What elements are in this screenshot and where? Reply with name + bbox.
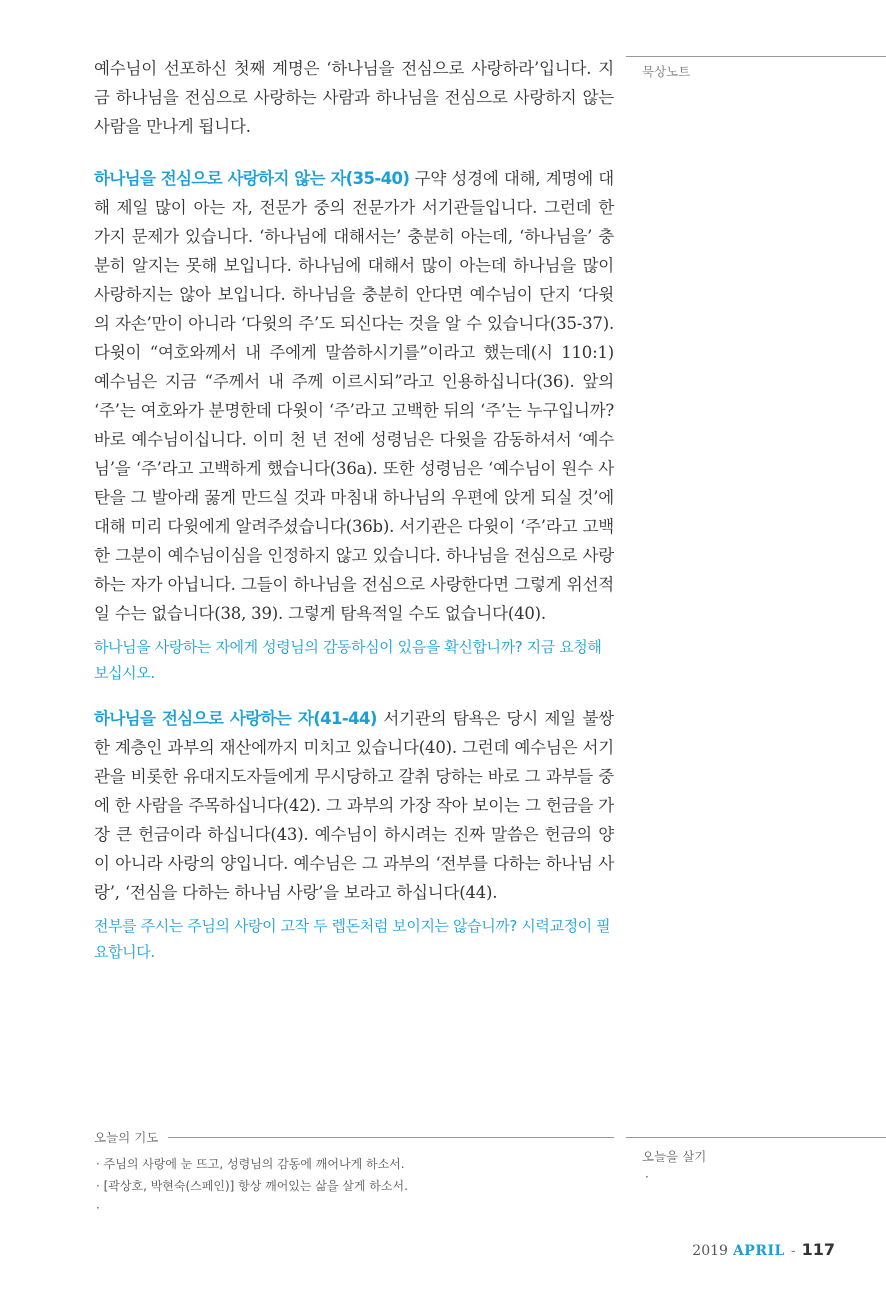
note-label: 묵상노트 (642, 64, 691, 79)
section2-body: 서기관의 탐욕은 당시 제일 불쌍한 계층인 과부의 재산에까지 미치고 있습니다(40). 그런데 예수님은 서기관을 비롯한 유대지도자들에게 무시당하고 갈취 당하는 바로 그 과부들 중에 한 사람을 주목하십니다(42). 그 과부의 가장 작아 보이는 그 헌금을 가장 큰 헌금이라 하십니다(43). 예수님이 하시려는 진짜 말씀은 헌금의 양이 아니라 사랑의 양입니다. 예수님은 그 과부의 ‘전부를 다하는 하나님 사랑’, ‘전심을 다하는 하나님 사랑’을 보라고 하십니다(44). (94, 709, 614, 902)
intro-paragraph: 예수님이 선포하신 첫째 계명은 ‘하나님을 전심으로 사랑하라’입니다. 지금 하나님을 전심으로 사랑하는 사람과 하나님을 전심으로 사랑하지 않는 사람을 만나게 됩니다. (94, 59, 614, 136)
note-divider (626, 56, 886, 57)
prayer-item: · 주님의 사랑에 눈 뜨고, 성령님의 감동에 깨어나게 하소서. (96, 1157, 405, 1171)
footer-month: APRIL (732, 1243, 785, 1259)
footer-separator: - (790, 1243, 796, 1259)
section1-paragraph (94, 164, 614, 628)
page-footer (692, 1240, 835, 1259)
living-divider (626, 1137, 886, 1138)
living-bullet: · (645, 1170, 649, 1184)
main-content (94, 54, 614, 983)
section2-heading: 하나님을 전심으로 사랑하는 자(41-44) (94, 709, 377, 728)
prayer-item: · [곽상호, 박현숙(스페인)] 항상 깨어있는 삶을 살게 하소서. (96, 1179, 408, 1193)
footer-year: 2019 (692, 1243, 728, 1259)
page-number: 117 (801, 1240, 835, 1259)
prayer-divider (168, 1137, 614, 1138)
section1-application: 하나님을 사랑하는 자에게 성령님의 감동하심이 있음을 확신합니까? 지금 요청해 보십시오. (94, 638, 602, 682)
section1-heading: 하나님을 전심으로 사랑하지 않는 자(35-40) (94, 169, 410, 188)
prayer-section (94, 1128, 614, 1219)
section1-body: 구약 성경에 대해, 계명에 대해 제일 많이 아는 자, 전문가 중의 전문가가 서기관들입니다. 그런데 한 가지 문제가 있습니다. ‘하나님에 대해서는’ 충분히 아는데, ‘하나님을’ 충분히 알지는 못해 보입니다. 하나님에 대해서 많이 아는데 하나님을 많이 사랑하지는 않아 보입니다. 하나님을 충분히 안다면 예수님이 단지 ‘다윗의 자손’만이 아니라 ‘다윗의 주’도 되신다는 것을 알 수 있습니다(35-37). 다윗이 “여호와께서 내 주에게 말씀하시기를”이라고 했는데(시 110:1) 예수님은 지금 “주께서 내 주께 이르시되”라고 인용하십니다(36). 앞의 ‘주’는 여호와가 분명한데 다윗이 ‘주’라고 고백한 뒤의 ‘주’는 누구입니까? 바로 예수님이십니다. 이미 천 년 전에 성령님은 다윗을 감동하셔서 ‘예수님’을 ‘주’라고 고백하게 했습니다(36a). 또한 성령님은 ‘예수님이 원수 사탄을 그 발아래 꿇게 만드실 것과 마침내 하나님의 우편에 앉게 되실 것’에 대해 미리 다윗에게 알려주셨습니다(36b). 서기관은 다윗이 ‘주’라고 고백한 그분이 예수님이심을 인정하지 않고 있습니다. 하나님을 전심으로 사랑하는 자가 아닙니다. 그들이 하나님을 전심으로 사랑한다면 그렇게 위선적일 수는 없습니다(38, 39). 그렇게 탐욕적일 수도 없습니다(40). (94, 169, 614, 623)
prayer-header (94, 1128, 614, 1146)
section2-paragraph (94, 704, 614, 907)
prayer-title: 오늘의 기도 (94, 1130, 159, 1145)
section2-application: 전부를 주시는 주님의 사랑이 고작 두 렙돈처럼 보이지는 않습니까? 시력교정이 필요합니다. (94, 917, 611, 961)
prayer-item: · (96, 1201, 100, 1215)
living-title: 오늘을 살기 (642, 1149, 707, 1164)
